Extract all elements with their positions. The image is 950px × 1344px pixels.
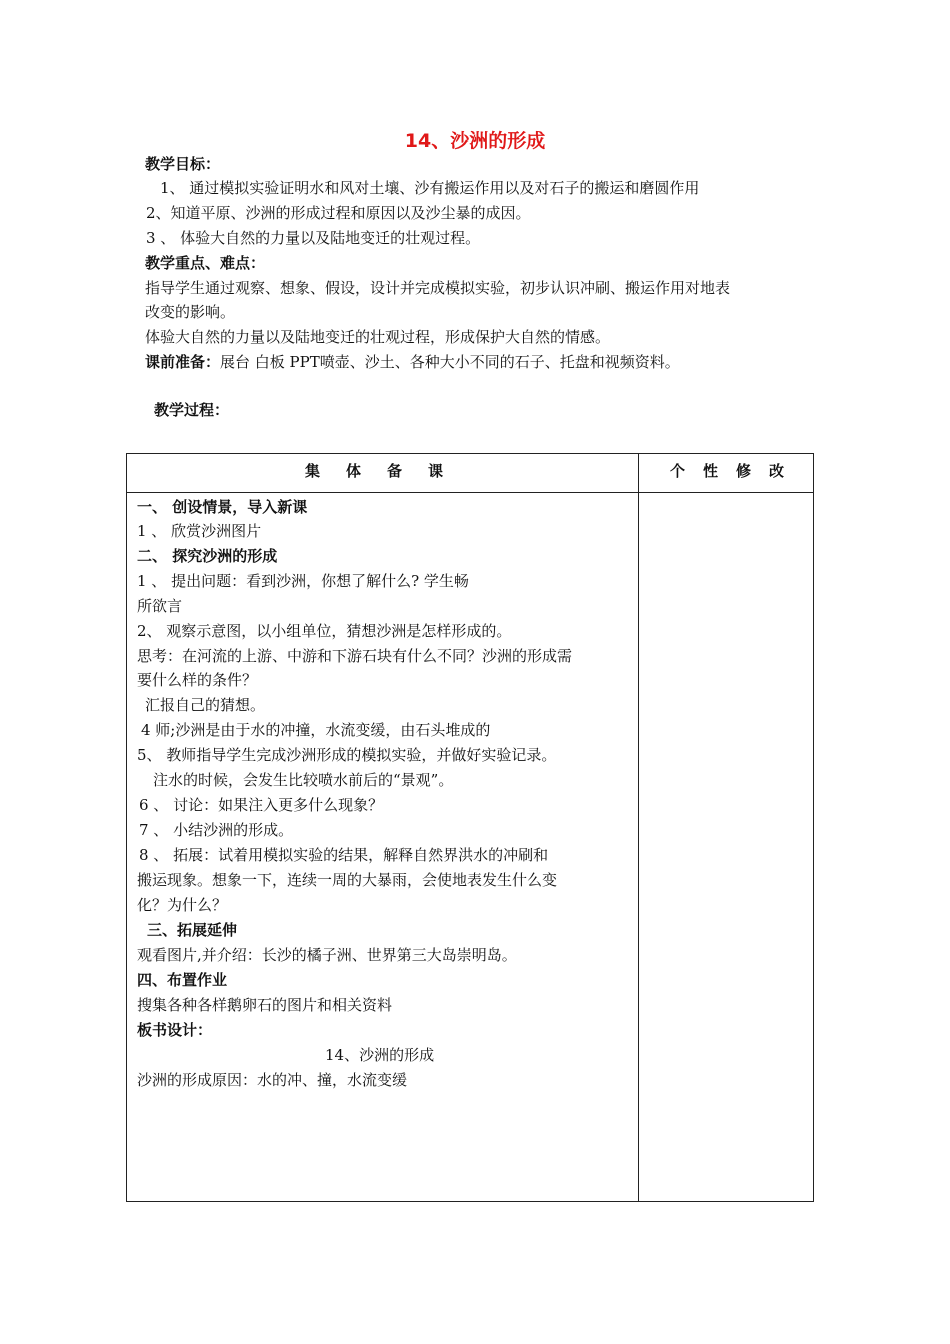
table-row: 观看图片,并介绍：长沙的橘子洲、世界第三大岛崇明岛。 bbox=[137, 946, 517, 964]
key-points-line: 体验大自然的力量以及陆地变迁的壮观过程，形成保护大自然的情感。 bbox=[145, 328, 611, 346]
table-row: 要什么样的条件？ bbox=[137, 671, 258, 689]
table-row: 8 、 拓展：试着用模拟实验的结果，解释自然界洪水的冲刷和 bbox=[139, 846, 549, 864]
header-collective-prep: 集体备课 bbox=[305, 462, 470, 480]
preparation bbox=[145, 352, 680, 372]
objective-item: 2、知道平原、沙洲的形成过程和原因以及沙尘暴的成因。 bbox=[146, 204, 531, 222]
page-title: 14、沙洲的形成 bbox=[404, 130, 546, 152]
objective-item: 3 、 体验大自然的力量以及陆地变迁的壮观过程。 bbox=[146, 229, 481, 247]
table-row: 2、 观察示意图，以小组单位，猜想沙洲是怎样形成的。 bbox=[137, 622, 512, 640]
table-row: 搬运现象。想象一下，连续一周的大暴雨，会使地表发生什么变 bbox=[137, 871, 558, 889]
table-row: 1 、 欣赏沙洲图片 bbox=[137, 522, 262, 540]
table-row: 思考：在河流的上游、中游和下游石块有什么不同？沙洲的形成需 bbox=[137, 647, 573, 665]
key-points-heading: 教学重点、难点： bbox=[145, 254, 266, 272]
table-row: 板书设计： bbox=[137, 1021, 213, 1039]
objectives-heading: 教学目标： bbox=[145, 155, 221, 173]
table-row: 四、布置作业 bbox=[137, 971, 228, 989]
table-row: 所欲言 bbox=[137, 597, 183, 615]
process-heading: 教学过程： bbox=[154, 401, 230, 419]
table-row: 搜集各种各样鹅卵石的图片和相关资料 bbox=[137, 996, 393, 1014]
table-row: 三、拓展延伸 bbox=[147, 921, 238, 939]
table-row: 6 、 讨论：如果注入更多什么现象？ bbox=[139, 796, 384, 814]
key-points-line: 指导学生通过观察、想象、假设，设计并完成模拟实验，初步认识冲刷、搬运作用对地表 bbox=[145, 279, 731, 297]
header-divider bbox=[127, 492, 813, 493]
table-row: 7 、 小结沙洲的形成。 bbox=[139, 821, 294, 839]
table-row: 汇报自己的猜想。 bbox=[145, 696, 266, 714]
column-divider bbox=[638, 454, 639, 1201]
table-row: 一、 创设情景，导入新课 bbox=[137, 498, 308, 516]
board-title: 14、沙洲的形成 bbox=[325, 1046, 435, 1064]
preparation-label: 课前准备： bbox=[145, 353, 221, 371]
table-row: 注水的时候，会发生比较喷水前后的“景观”。 bbox=[153, 771, 454, 789]
table-row: 二、 探究沙洲的形成 bbox=[137, 547, 278, 565]
table-row: 沙洲的形成原因：水的冲、撞，水流变缓 bbox=[137, 1071, 408, 1089]
objective-item: 1、 通过模拟实验证明水和风对土壤、沙有搬运作用以及对石子的搬运和磨圆作用 bbox=[160, 179, 700, 197]
table-row: 5、 教师指导学生完成沙洲形成的模拟实验，并做好实验记录。 bbox=[137, 746, 557, 764]
table-row: 化？为什么？ bbox=[137, 896, 228, 914]
header-personal-edit: 个性修改 bbox=[670, 462, 803, 480]
preparation-text: 展台 白板 PPT喷壶、沙土、各种大小不同的石子、托盘和视频资料。 bbox=[220, 353, 680, 371]
key-points-line: 改变的影响。 bbox=[145, 303, 236, 321]
lesson-table bbox=[126, 453, 814, 1202]
table-row: 1 、 提出问题：看到沙洲，你想了解什么? 学生畅 bbox=[137, 572, 469, 590]
table-row: 4 师;沙洲是由于水的冲撞，水流变缓，由石头堆成的 bbox=[141, 721, 491, 739]
